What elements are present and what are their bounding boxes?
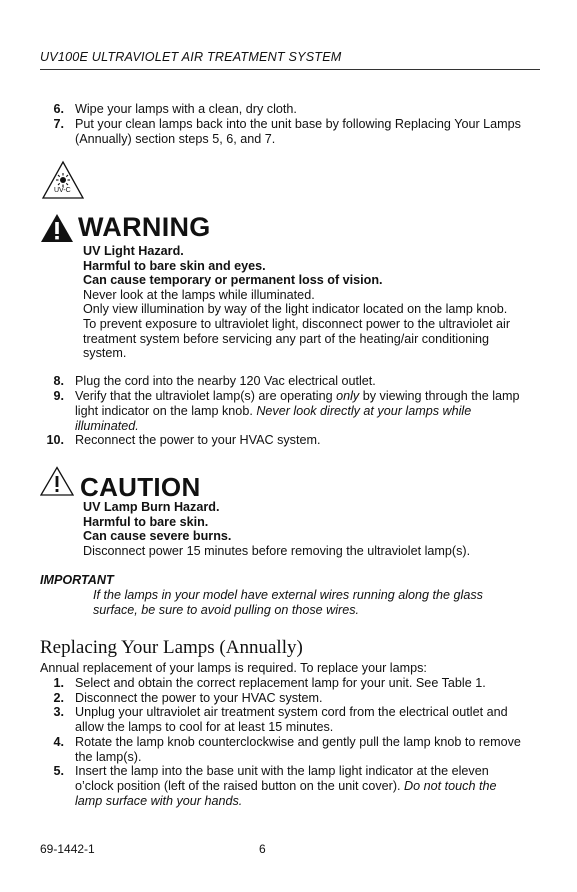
document-header: UV100E ULTRAVIOLET AIR TREATMENT SYSTEM	[40, 50, 342, 64]
uvc-label: UV-C	[54, 187, 71, 194]
step-text-line3: illuminated.	[75, 419, 139, 433]
step-text: Plug the cord into the nearby 120 Vac electrical outlet.	[75, 374, 376, 388]
step-number: 10.	[46, 433, 64, 447]
warning-title: WARNING	[78, 212, 211, 242]
step-text-line1: Insert the lamp into the base unit with the lamp light indicator at the eleven	[75, 764, 489, 778]
step-text-line2: (Annually) section steps 5, 6, and 7.	[75, 132, 276, 146]
step-text-line2: o’clock position (left of the raised button on the unit cover). Do not touch the	[75, 779, 497, 793]
warning-bold-line: UV Light Hazard.	[83, 244, 184, 258]
warning-bold-line: Harmful to bare skin and eyes.	[83, 258, 266, 273]
footer-doc-number: 69-1442-1	[40, 842, 95, 856]
step-number: 3.	[53, 705, 64, 719]
step-number: 6.	[53, 102, 64, 116]
step-number: 9.	[53, 389, 64, 403]
step-text-line3: lamp surface with your hands.	[75, 794, 243, 808]
section-intro: Annual replacement of your lamps is required. To replace your lamps:	[40, 661, 427, 675]
step-text-line1: Verify that the ultraviolet lamp(s) are operating only by viewing through the lamp	[75, 389, 520, 403]
step-number: 8.	[53, 374, 64, 388]
important-line: surface, be sure to avoid pulling on those wires.	[93, 602, 360, 617]
step-text-line2: the lamp(s).	[75, 750, 142, 764]
warning-bold-line: Can cause temporary or permanent loss of vision.	[83, 273, 383, 288]
step-number: 7.	[53, 117, 64, 131]
section-title: Replacing Your Lamps (Annually)	[40, 637, 303, 658]
step-text-line1: Rotate the lamp knob counterclockwise and gently pull the lamp knob to remove	[75, 735, 521, 749]
step-text-line2: allow the lamps to cool for at least 15 minutes.	[75, 720, 334, 734]
caution-line: Disconnect power 15 minutes before removing the ultraviolet lamp(s).	[83, 543, 471, 558]
step-text: Disconnect the power to your HVAC system.	[75, 691, 323, 705]
warning-icon	[40, 213, 74, 243]
step-text: Select and obtain the correct replacement lamp for your unit. See Table 1.	[75, 676, 486, 690]
header-rule	[40, 69, 540, 70]
step-number: 1.	[53, 676, 64, 690]
important-note	[93, 588, 483, 617]
important-label: IMPORTANT	[40, 573, 114, 587]
warning-text	[83, 244, 553, 361]
step-number: 4.	[53, 735, 64, 749]
step-text: Wipe your lamps with a clean, dry cloth.	[75, 102, 297, 116]
step-number: 2.	[53, 691, 64, 705]
warning-line: system.	[83, 346, 127, 361]
step-text-line2: light indicator on the lamp knob. Never look directly at your lamps while	[75, 404, 472, 418]
warning-line: To prevent exposure to ultraviolet light, disconnect power to the ultraviolet air	[83, 316, 511, 331]
caution-bold-line: Can cause severe burns.	[83, 529, 232, 544]
step-text: Reconnect the power to your HVAC system.	[75, 433, 321, 447]
warning-line: Only view illumination by way of the light indicator located on the lamp knob.	[83, 302, 508, 317]
step-text-line1: Unplug your ultraviolet air treatment system cord from the electrical outlet and	[75, 705, 508, 719]
step-text-line1: Put your clean lamps back into the unit base by following Replacing Your Lamps	[75, 117, 521, 131]
step-number: 5.	[53, 764, 64, 778]
caution-title: CAUTION	[80, 472, 201, 502]
warning-line: Never look at the lamps while illuminated.	[83, 287, 315, 302]
warning-line: treatment system before servicing any part of the heating/air conditioning	[83, 331, 490, 346]
important-line: If the lamps in your model have external wires running along the glass	[93, 588, 483, 602]
caution-icon	[40, 466, 74, 496]
caution-bold-line: UV Lamp Burn Hazard.	[83, 500, 220, 514]
footer-page-number: 6	[259, 842, 266, 856]
caution-bold-line: Harmful to bare skin.	[83, 514, 209, 529]
uvc-hazard-icon	[41, 160, 85, 200]
caution-text	[83, 500, 553, 558]
